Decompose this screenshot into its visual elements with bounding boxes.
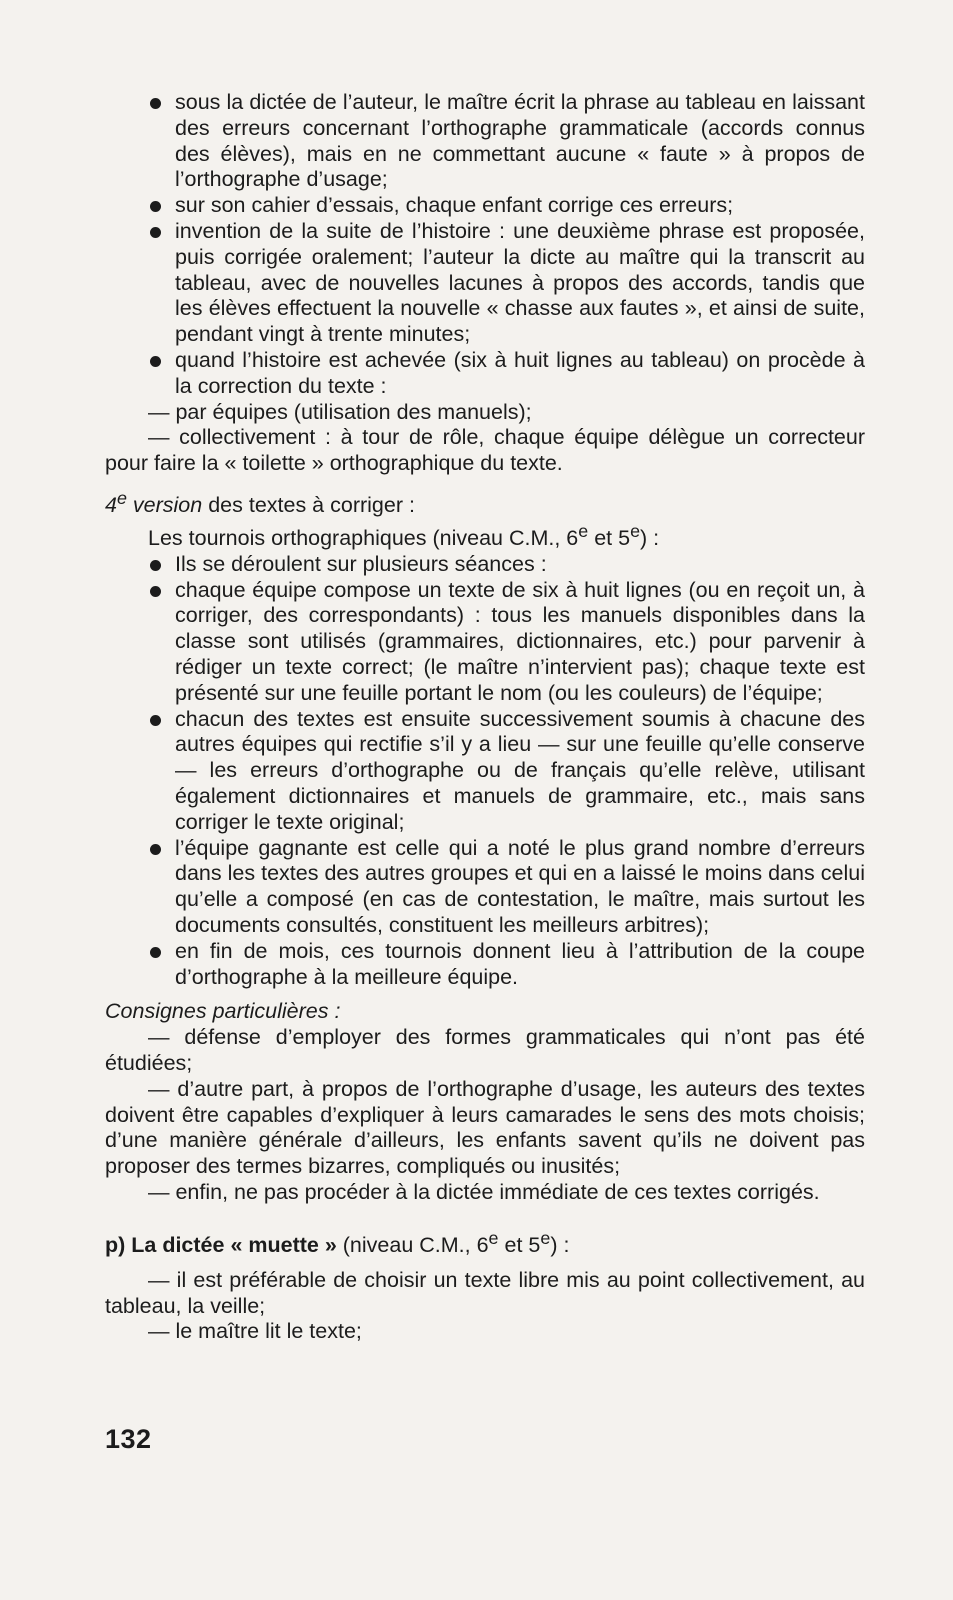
intro-end: ) : (640, 526, 660, 551)
version-label: version (126, 493, 203, 518)
intro-sup: e (630, 520, 641, 541)
bullet-item: chacun des textes est ensuite successivement soumis à chacune des autres équipes qui rectifie s’il y a lieu — sur une feuille qu’elle conserve — les erreurs d’orthographe ou de français qu’elle relève, utilisant également dictionnaires et manuels de grammaire, etc., mais sans corriger le texte original; (105, 707, 865, 836)
consignes-heading: Consignes particulières : (105, 999, 341, 1024)
bullet-item: sous la dictée de l’auteur, le maître écrit la phrase au tableau en laissant des erreurs concernant l’orthographe grammaticale (accords connus des élèves), mais en ne commettant aucune « faute » à propos de l’orthographe d’usage; (105, 90, 865, 193)
dash-text: — par équipes (utilisation des manuels); (148, 399, 532, 424)
version-text: des textes à corriger : (202, 493, 415, 518)
bullet-item: l’équipe gagnante est celle qui a noté le plus grand nombre d’erreurs dans les textes des autres groupes et qui en a laissé le moins dans celui qu’elle a composé (en cas de contestation, le maître, mais surtout les documents consultés, constituent les meilleurs arbitres); (105, 836, 865, 939)
dash-item: — le maître lit le texte; (148, 1319, 362, 1344)
section-heading (105, 1226, 865, 1259)
section-end: ) : (550, 1232, 570, 1257)
dash-item (105, 400, 865, 426)
dash-item: — il est préférable de choisir un texte libre mis au point collectivement, au tableau, la veille; (105, 1267, 865, 1318)
bullet-item: quand l’histoire est achevée (six à huit lignes au tableau) on procède à la correction du texte : (105, 348, 865, 400)
dash-item: — d’autre part, à propos de l’orthographe d’usage, les auteurs des textes doivent être capables d’expliquer à leurs camarades le sens des mots choisis; d’une manière générale d’ailleurs, les enfants savent qu’ils ne doivent pas proposer des termes bizarres, compliqués ou inusités; (105, 1076, 865, 1179)
bullet-item: sur son cahier d’essais, chaque enfant corrige ces erreurs; (105, 193, 865, 219)
version-sup: e (116, 487, 127, 508)
bullet-item: Ils se déroulent sur plusieurs séances : (105, 552, 865, 578)
tournois-intro (105, 519, 865, 552)
section-text: (niveau C.M., 6 (336, 1232, 489, 1257)
bullet-item: chaque équipe compose un texte de six à huit lignes (ou en reçoit un, à corriger, des correspondants) : tous les manuels disponibles dans la classe sont utilisés (grammaires, dictionnaires, etc.) pour parvenir à rédiger un texte correct; (le maître n’intervient pas); chaque texte est présenté sur une feuille portant le nom (ou les couleurs) de l’équipe; (105, 578, 865, 707)
section-sup: e (540, 1227, 551, 1248)
page-number: 132 (105, 1424, 152, 1454)
intro-sup: e (578, 520, 589, 541)
dash-item: — enfin, ne pas procéder à la dictée immédiate de ces textes corrigés. (148, 1179, 820, 1204)
intro-mid: et 5 (588, 526, 631, 551)
bullet-item: invention de la suite de l’histoire : une deuxième phrase est proposée, puis corrigée oralement; l’auteur la dicte au maître qui la transcrit au tableau, avec de nouvelles lacunes à propos des accords, tandis que les élèves effectuent la nouvelle « chasse aux fautes », et ainsi de suite, pendant vingt à trente minutes; (105, 219, 865, 348)
bullet-item: en fin de mois, ces tournois donnent lieu à l’attribution de la coupe d’orthographe à la meilleure équipe. (105, 939, 865, 991)
dash-item: — collectivement : à tour de rôle, chaque équipe délègue un correcteur pour faire la « toilette » orthographique du texte. (105, 425, 865, 476)
section-label: p) La dictée « muette » (105, 1232, 337, 1257)
dash-item: — défense d’employer des formes grammaticales qui n’ont pas été étudiées; (105, 1025, 865, 1075)
page-body (105, 90, 865, 1345)
section-sup: e (488, 1227, 499, 1248)
version-number: 4 (105, 493, 117, 518)
intro-text: Les tournois orthographiques (niveau C.M., 6 (148, 526, 579, 551)
version-heading (105, 486, 865, 519)
section-mid: et 5 (498, 1232, 541, 1257)
